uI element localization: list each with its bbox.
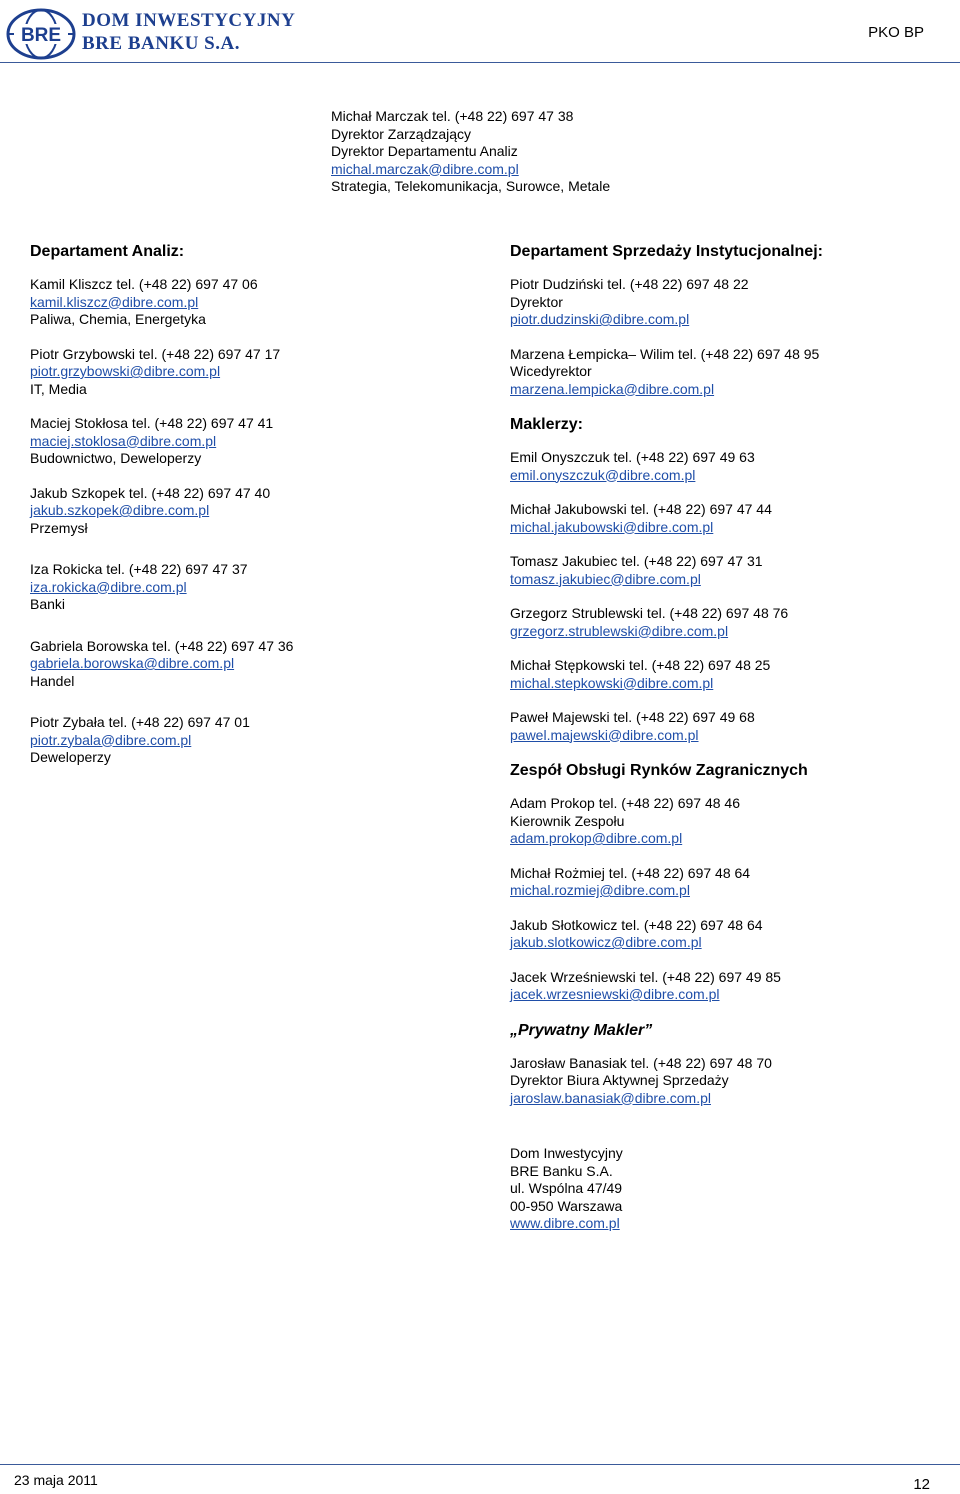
brand-name-line1: DOM INWESTYCYJNY	[82, 10, 296, 31]
contact-email-link[interactable]: pawel.majewski@dibre.com.pl	[510, 726, 699, 743]
analyst-email-link[interactable]: piotr.zybala@dibre.com.pl	[30, 731, 192, 748]
foreign-entry	[510, 865, 940, 900]
foreign-entry	[510, 795, 940, 848]
analyst-coverage: Budownictwo, Deweloperzy	[30, 450, 202, 466]
sales-entry	[510, 276, 940, 329]
broker-entry	[510, 605, 940, 640]
foreign-entry	[510, 917, 940, 952]
analyst-email-link[interactable]: iza.rokicka@dibre.com.pl	[30, 578, 187, 595]
contact-coverage: Strategia, Telekomunikacja, Surowce, Metale	[331, 178, 611, 194]
analyst-coverage: Paliwa, Chemia, Energetyka	[30, 311, 206, 327]
broker-entry	[510, 449, 940, 484]
contact-email-link[interactable]: jaroslaw.banasiak@dibre.com.pl	[510, 1089, 711, 1106]
footer-divider	[0, 1464, 960, 1465]
contact-email-link[interactable]: michal.marczak@dibre.com.pl	[331, 160, 519, 177]
broker-entry	[510, 709, 940, 744]
address-line: BRE Banku S.A.	[510, 1162, 613, 1179]
contact-email-link[interactable]: grzegorz.strublewski@dibre.com.pl	[510, 622, 729, 639]
address-line: Dom Inwestycyjny	[510, 1145, 623, 1161]
contact-name: Piotr Dudziński tel. (+48 22) 697 48 22	[510, 276, 749, 292]
contact-email-link[interactable]: adam.prokop@dibre.com.pl	[510, 830, 683, 846]
analyst-coverage: Banki	[30, 596, 66, 612]
company-address	[510, 1145, 940, 1233]
analyst-email-link[interactable]: gabriela.borowska@dibre.com.pl	[30, 655, 235, 671]
analyst-entry	[30, 714, 470, 767]
contact-role: Dyrektor Biura Aktywnej Sprzedaży	[510, 1072, 729, 1088]
contact-name: Michał Jakubowski tel. (+48 22) 697 47 44	[510, 501, 772, 517]
brokers-heading: Maklerzy:	[510, 416, 583, 433]
sales-department	[510, 242, 940, 1233]
contact-email-link[interactable]: michal.jakubowski@dibre.com.pl	[510, 518, 714, 535]
address-line: 00-950 Warszawa	[510, 1197, 623, 1214]
analyst-email-link[interactable]: piotr.grzybowski@dibre.com.pl	[30, 363, 221, 379]
contact-name: Paweł Majewski tel. (+48 22) 697 49 68	[510, 709, 755, 725]
foreign-entry	[510, 969, 940, 1004]
brand-name-line2: BRE BANKU S.A.	[82, 33, 240, 54]
logo-text: BRE	[20, 25, 62, 46]
contact-email-link[interactable]: tomasz.jakubiec@dibre.com.pl	[510, 570, 701, 587]
address-line: ul. Wspólna 47/49	[510, 1180, 623, 1196]
foreign-markets-heading: Zespół Obsługi Rynków Zagranicznych	[510, 762, 808, 779]
analyst-coverage: Deweloperzy	[30, 749, 111, 765]
sales-entry	[510, 346, 940, 399]
contact-role: Dyrektor Zarządzający	[331, 125, 472, 142]
analyst-entry	[30, 561, 470, 614]
contact-role: Kierownik Zespołu	[510, 812, 625, 829]
contact-name: Adam Prokop tel. (+48 22) 697 48 46	[510, 795, 740, 811]
analysis-department	[30, 242, 470, 784]
analyst-entry	[30, 638, 470, 691]
contact-name: Marzena Łempicka– Wilim tel. (+48 22) 697 48 95	[510, 345, 820, 362]
analyst-entry	[30, 485, 470, 538]
analyst-entry	[30, 276, 470, 329]
contact-email-link[interactable]: emil.onyszczuk@dibre.com.pl	[510, 466, 696, 483]
broker-entry	[510, 657, 940, 692]
broker-entry	[510, 553, 940, 588]
analyst-email-link[interactable]: maciej.stoklosa@dibre.com.pl	[30, 432, 217, 449]
analyst-coverage: Przemysł	[30, 519, 88, 536]
analyst-entry	[30, 346, 470, 399]
contact-email-link[interactable]: piotr.dudzinski@dibre.com.pl	[510, 311, 690, 327]
analyst-name: Piotr Grzybowski tel. (+48 22) 697 47 17	[30, 345, 281, 362]
contact-email-link[interactable]: michal.stepkowski@dibre.com.pl	[510, 674, 714, 691]
analyst-name: Piotr Zybała tel. (+48 22) 697 47 01	[30, 714, 250, 730]
contact-email-link[interactable]: marzena.lempicka@dibre.com.pl	[510, 380, 715, 397]
section-heading: Departament Sprzedaży Instytucjonalnej:	[510, 243, 823, 260]
contact-name: Michał Stępkowski tel. (+48 22) 697 48 25	[510, 657, 771, 673]
analyst-entry	[30, 415, 470, 468]
private-broker-entry	[510, 1055, 940, 1108]
contact-name: Jacek Wrześniewski tel. (+48 22) 697 49 85	[510, 968, 781, 985]
analyst-coverage: IT, Media	[30, 380, 87, 397]
analyst-coverage: Handel	[30, 672, 75, 689]
contact-name: Jarosław Banasiak tel. (+48 22) 697 48 70	[510, 1054, 772, 1071]
bre-logo-icon	[6, 8, 76, 60]
contact-name: Michał Rożmiej tel. (+48 22) 697 48 64	[510, 864, 751, 881]
contact-email-link[interactable]: jakub.slotkowicz@dibre.com.pl	[510, 934, 702, 950]
contact-role: Dyrektor Departamentu Analiz	[331, 143, 518, 159]
page-header	[0, 0, 960, 70]
private-broker-heading: „Prywatny Makler”	[510, 1021, 653, 1039]
analyst-name: Jakub Szkopek tel. (+48 22) 697 47 40	[30, 484, 271, 501]
contact-name: Michał Marczak tel. (+48 22) 697 47 38	[331, 108, 574, 124]
header-divider	[0, 62, 960, 63]
contact-name: Grzegorz Strublewski tel. (+48 22) 697 48 76	[510, 605, 789, 621]
analyst-email-link[interactable]: kamil.kliszcz@dibre.com.pl	[30, 293, 199, 310]
contact-email-link[interactable]: michal.rozmiej@dibre.com.pl	[510, 882, 690, 898]
header-right-label: PKO BP	[868, 24, 924, 41]
contact-name: Emil Onyszczuk tel. (+48 22) 697 49 63	[510, 449, 755, 465]
footer-date: 23 maja 2011	[14, 1472, 98, 1488]
analyst-name: Iza Rokicka tel. (+48 22) 697 47 37	[30, 561, 248, 577]
contact-role: Dyrektor	[510, 293, 563, 310]
contact-email-link[interactable]: jacek.wrzesniewski@dibre.com.pl	[510, 986, 720, 1002]
analyst-name: Maciej Stokłosa tel. (+48 22) 697 47 41	[30, 415, 274, 431]
analyst-name: Gabriela Borowska tel. (+48 22) 697 47 36	[30, 637, 294, 654]
contact-role: Wicedyrektor	[510, 363, 592, 379]
head-contact	[331, 108, 610, 196]
broker-entry	[510, 501, 940, 536]
section-heading: Departament Analiz:	[30, 243, 185, 260]
page-number: 12	[913, 1476, 930, 1493]
contact-name: Jakub Słotkowicz tel. (+48 22) 697 48 64	[510, 916, 763, 933]
analyst-email-link[interactable]: jakub.szkopek@dibre.com.pl	[30, 502, 210, 518]
website-link[interactable]: www.dibre.com.pl	[510, 1215, 620, 1231]
contact-name: Tomasz Jakubiec tel. (+48 22) 697 47 31	[510, 553, 763, 569]
analyst-name: Kamil Kliszcz tel. (+48 22) 697 47 06	[30, 276, 258, 292]
